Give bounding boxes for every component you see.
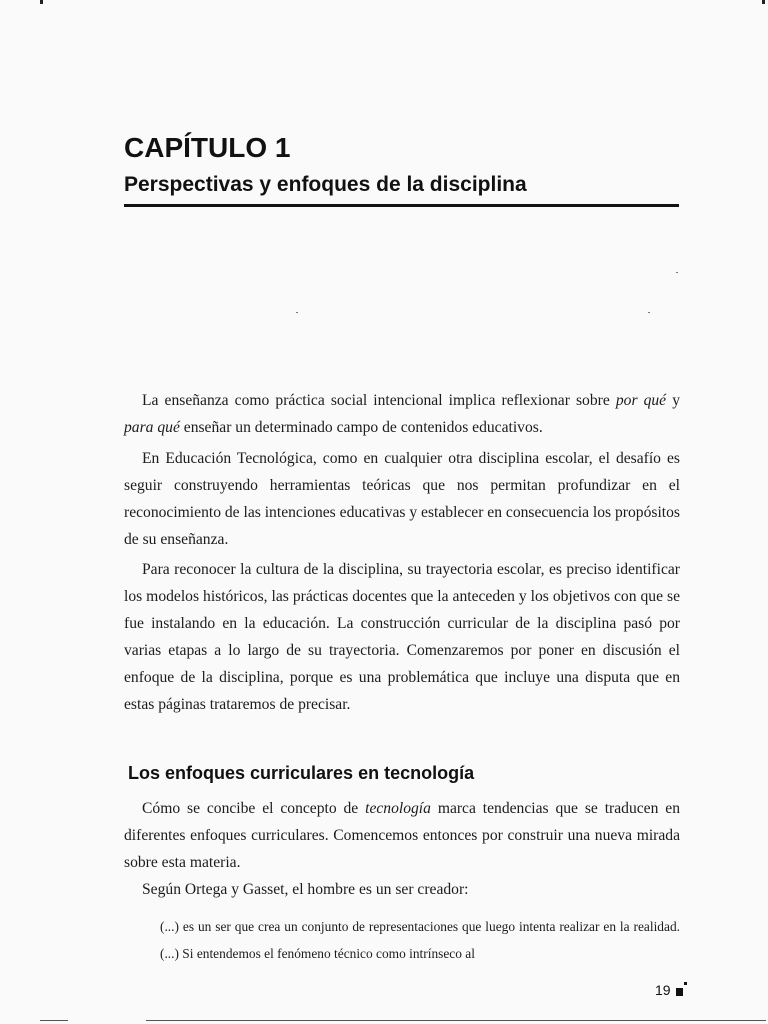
bottom-rule-left [40,1020,68,1021]
scan-corner-mark [762,0,765,4]
emphasis-text: por qué [615,392,667,409]
paragraph-text: Según Ortega y Gasset, el hombre es un ser creador: [142,881,469,898]
chapter-title-rule [124,204,679,207]
paragraph-text: enseñar un determinado campo de contenidos educativos. [179,419,543,436]
chapter-label: CAPÍTULO 1 [124,132,291,163]
scan-corner-mark [40,0,43,4]
paragraph-text: Cómo se concibe el concepto de [142,800,366,817]
paragraph-intro [124,387,680,441]
paragraph-text: marca tendencias que se traducen en diferentes enfoques curriculares. Comencemos entonces por construir una nueva mirada sobre esta materia. [124,800,680,871]
page-number: 19 [655,982,671,998]
section-heading: Los enfoques curriculares en tecnología [128,763,475,783]
paragraph-text: y [666,392,680,409]
paragraph-text: En Educación Tecnológica, como en cualquier otra disciplina escolar, el desafío es seguir construyendo herramientas teóricas que nos permitan profundizar en el reconocimiento de las intenciones educativas y establecer en consecuencia los propósitos de su enseñanza. [124,450,680,548]
emphasis-text: tecnología [365,800,431,817]
paragraph-culture [124,556,680,718]
block-quote [160,913,680,967]
page-marker-square [676,988,683,996]
page-marker-dot [684,982,687,985]
paragraph-text: Para reconocer la cultura de la disciplina, su trayectoria escolar, es preciso identificar los modelos históricos, las prácticas docentes que la anteceden y los objetivos con que se fue instalando en la educación. La construcción curricular de la disciplina pasó por varias etapas a lo largo de su trayectoria. Comenzaremos por poner en discusión el enfoque de la disciplina, porque es una problemática que incluye una disputa que en estas páginas trataremos de precisar. [124,561,680,713]
paragraph-text: La enseñanza como práctica social intencional implica reflexionar sobre [142,392,616,409]
scan-speck [676,272,678,273]
chapter-title: Perspectivas y enfoques de la disciplina [124,173,527,196]
bottom-rule [146,1020,766,1021]
paragraph-technology-concept [124,795,680,876]
paragraph-challenge [124,445,680,553]
emphasis-text: para qué [124,419,180,436]
paragraph-ortega [124,876,680,903]
scan-speck [648,312,650,313]
quote-text: (...) es un ser que crea un conjunto de representaciones que luego intenta realizar en la realidad. (...) Si entendemos el fenómeno técnico como intrínseco al [160,919,680,961]
scan-speck [296,312,298,313]
